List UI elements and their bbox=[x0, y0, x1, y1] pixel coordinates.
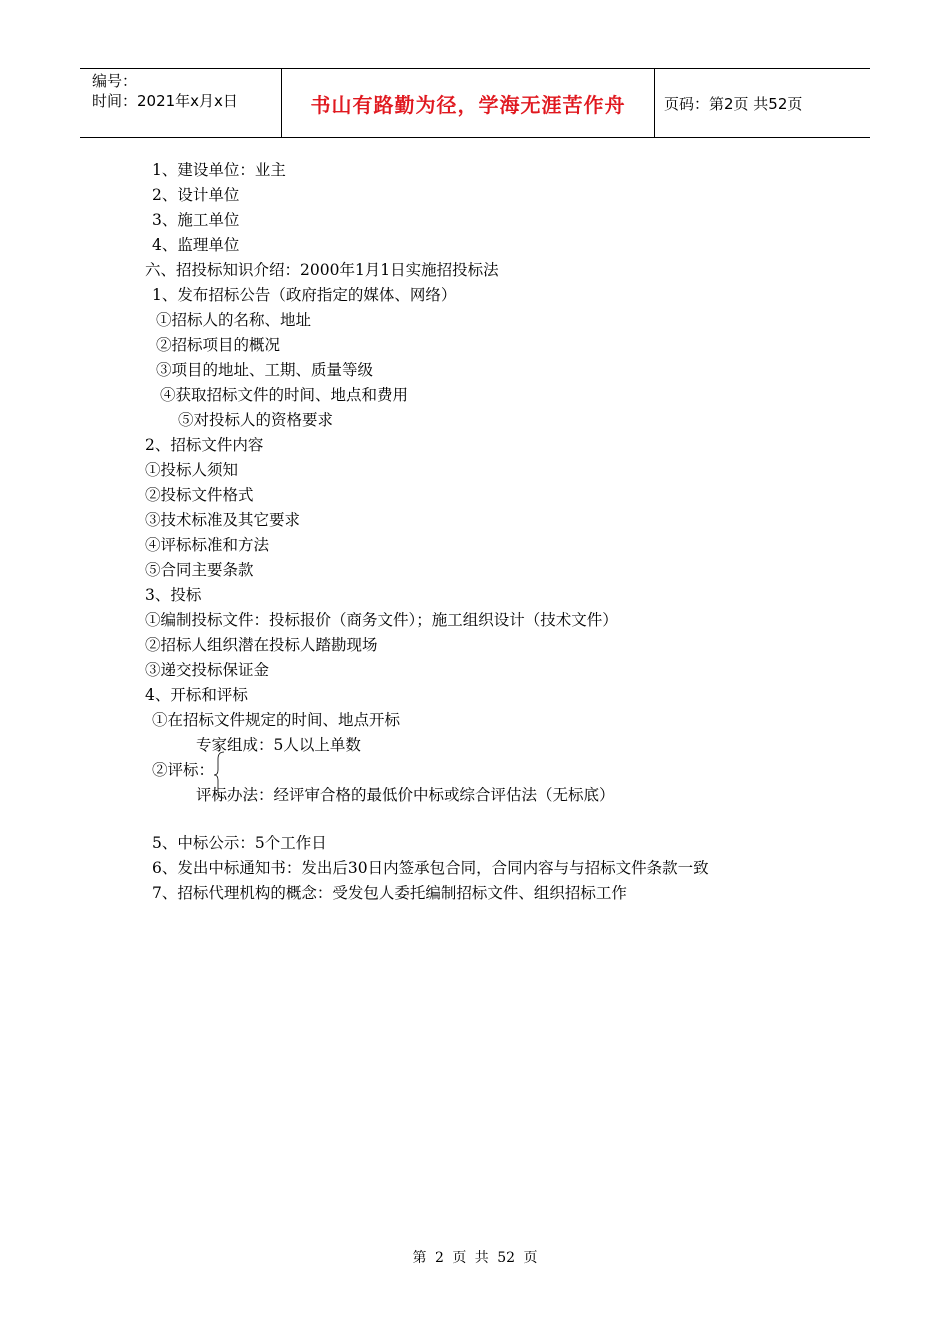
list-item: ①投标人须知 bbox=[145, 461, 239, 479]
list-item: 6、发出中标通知书：发出后30日内签承包合同，合同内容与与招标文件条款一致 bbox=[152, 859, 709, 877]
page-header bbox=[80, 68, 870, 138]
list-item: 评标办法：经评审合格的最低价中标或综合评估法（无标底） bbox=[196, 786, 615, 804]
list-item: ③项目的地址、工期、质量等级 bbox=[156, 361, 374, 379]
section-heading: 六、招投标知识介绍：2000年1月1日实施招投标法 bbox=[145, 261, 499, 279]
list-item: 2、设计单位 bbox=[152, 186, 240, 204]
list-item: ③递交投标保证金 bbox=[145, 661, 270, 679]
document-time-label: 时间：2021年x月x日 bbox=[92, 92, 238, 110]
list-item: ④评标标准和方法 bbox=[145, 536, 270, 554]
list-item: ①招标人的名称、地址 bbox=[156, 311, 312, 329]
list-item: ②招标项目的概况 bbox=[156, 336, 281, 354]
list-item: 1、建设单位：业主 bbox=[152, 161, 286, 179]
list-item: ①编制投标文件：投标报价（商务文件）；施工组织设计（技术文件） bbox=[145, 611, 618, 629]
list-item: 1、发布招标公告（政府指定的媒体、网络） bbox=[152, 286, 457, 304]
list-item: ③技术标准及其它要求 bbox=[145, 511, 301, 529]
header-motto: 书山有路勤为径，学海无涯苦作舟 bbox=[310, 92, 626, 117]
list-item: ②招标人组织潜在投标人踏勘现场 bbox=[145, 636, 378, 654]
header-left-cell bbox=[92, 71, 238, 111]
footer-gong: 共 bbox=[474, 1250, 489, 1266]
list-item: ②投标文件格式 bbox=[145, 486, 254, 504]
document-number-label: 编号： bbox=[92, 72, 138, 90]
list-item: 4、开标和评标 bbox=[145, 686, 248, 704]
footer-ye: 页 bbox=[452, 1250, 467, 1266]
list-item: ①在招标文件规定的时间、地点开标 bbox=[152, 711, 401, 729]
footer-page-number: 2 bbox=[434, 1250, 444, 1266]
list-item: 7、招标代理机构的概念：受发包人委托编制招标文件、组织招标工作 bbox=[152, 884, 627, 902]
list-item: ⑤对投标人的资格要求 bbox=[178, 411, 334, 429]
list-item: 4、监理单位 bbox=[152, 236, 240, 254]
list-item: ⑤合同主要条款 bbox=[145, 561, 254, 579]
header-divider bbox=[654, 69, 655, 137]
list-item: 3、投标 bbox=[145, 586, 202, 604]
footer-ye: 页 bbox=[523, 1250, 538, 1266]
list-item: 专家组成：5人以上单数 bbox=[196, 736, 361, 754]
page-footer bbox=[0, 1247, 950, 1267]
list-item: 2、招标文件内容 bbox=[145, 436, 264, 454]
header-page-info: 页码：第2页 共52页 bbox=[664, 94, 803, 113]
footer-di: 第 bbox=[412, 1250, 427, 1266]
list-item: 3、施工单位 bbox=[152, 211, 240, 229]
list-item: ④获取招标文件的时间、地点和费用 bbox=[160, 386, 409, 404]
list-item: ②评标： bbox=[152, 761, 215, 779]
list-item: 5、中标公示：5个工作日 bbox=[152, 834, 327, 852]
footer-total-pages: 52 bbox=[497, 1250, 516, 1266]
